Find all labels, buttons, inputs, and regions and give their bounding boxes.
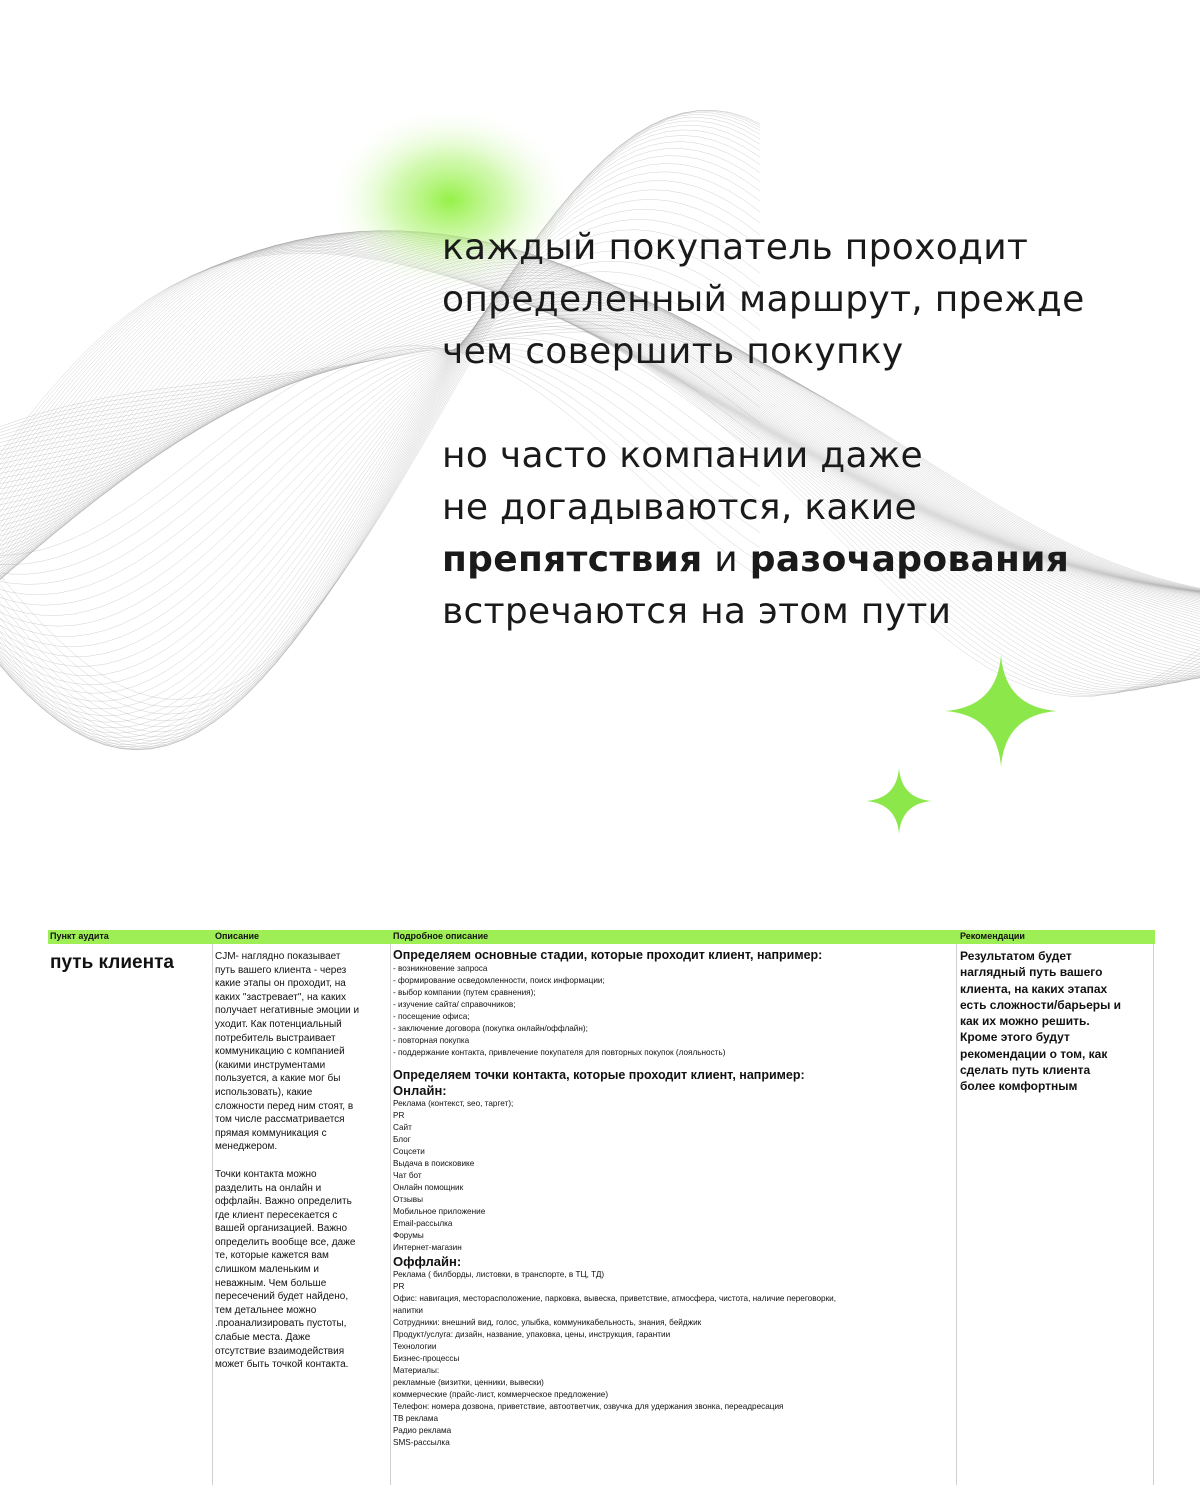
audit-recommendations (960, 948, 1155, 1095)
audit-table-header (48, 930, 1155, 944)
header-detailed-description: Подробное описание (393, 931, 489, 941)
offline-touchpoint: рекламные (визитки, ценники, вывески) (393, 1378, 544, 1387)
stage-item: - возникновение запроса (393, 964, 488, 973)
offline-touchpoint: напитки (393, 1306, 423, 1315)
headline (442, 222, 1142, 638)
stage-item: - изучение сайта/ справочников; (393, 1000, 516, 1009)
online-touchpoint: Чат бот (393, 1171, 422, 1180)
offline-touchpoint: Реклама ( билборды, листовки, в транспорте, в ТЦ, ТД) (393, 1270, 605, 1279)
online-touchpoint: Выдача в поисковике (393, 1159, 475, 1168)
description-line: разделить на онлайн и (215, 1182, 322, 1194)
description-line: отсутствие взаимодействия (215, 1345, 345, 1357)
description-line: какие этапы он проходит, на (215, 978, 346, 990)
offline-touchpoint: коммерческие (прайс-лист, коммерческое предложение) (393, 1390, 609, 1399)
offline-touchpoint: Технологии (393, 1342, 437, 1351)
stage-item: - формирование осведомленности, поиск информации; (393, 976, 605, 985)
description-line: использовать), какие (215, 1086, 313, 1098)
online-touchpoint: Email-рассылка (393, 1219, 453, 1228)
online-touchpoint: Интернет-магазин (393, 1243, 462, 1252)
stage-item: - выбор компании (путем сравнения); (393, 988, 536, 997)
description-line: том числе рассматривается (215, 1114, 345, 1126)
description-line: потребитель выстраивает (215, 1032, 336, 1044)
headline-line-7: встречаются на этом пути (442, 591, 952, 632)
highlight-obstacles: препятствия (442, 539, 703, 580)
headline-line-3: чем совершить покупку (442, 331, 904, 372)
description-line: определить вообще все, даже (215, 1236, 356, 1248)
recommendation-line: Результатом будет (960, 949, 1072, 963)
description-line: получает негативные эмоции и (215, 1005, 360, 1017)
description-line: те, которые кажется вам (215, 1250, 329, 1262)
online-touchpoint: Онлайн помощник (393, 1183, 464, 1192)
description-line: сложности перед ним стоят, в (215, 1100, 354, 1112)
headline-line-4: но часто компании даже (442, 435, 923, 476)
audit-detailed-description (393, 948, 953, 1449)
stages-title: Определяем основные стадии, которые проходит клиент, например: (393, 948, 823, 962)
offline-touchpoint: Офис: навигация, месторасположение, парковка, вывеска, приветствие, атмосфера, чистота, наличие переговорки, (393, 1294, 837, 1303)
description-line: вашей организацией. Важно (215, 1223, 348, 1235)
recommendation-line: рекомендации о том, как (960, 1046, 1108, 1061)
description-line: может быть точкой контакта. (215, 1359, 349, 1371)
stage-item: - повторная покупка (393, 1036, 470, 1045)
offline-touchpoint: Продукт/услуга: дизайн, название, упаковка, цены, инструкция, гарантии (393, 1330, 671, 1339)
online-touchpoint: Блог (393, 1135, 411, 1144)
description-line: путь вашего клиента - через (215, 964, 347, 976)
audit-item-name: путь клиента (50, 952, 174, 973)
headline-line-2: определенный маршрут, прежде (442, 279, 1085, 320)
touchpoints-title: Определяем точки контакта, которые проходит клиент, например: (393, 1068, 805, 1082)
description-line: каких "застревает", на каких (215, 991, 346, 1003)
online-touchpoint: Мобильное приложение (393, 1207, 486, 1216)
description-line: неважным. Чем больше (215, 1277, 327, 1289)
offline-touchpoint: Материалы: (393, 1366, 440, 1375)
description-line: .проанализировать пустоты, (215, 1318, 347, 1330)
online-touchpoint: Отзывы (393, 1195, 423, 1204)
header-description: Описание (215, 931, 260, 941)
online-title: Онлайн: (393, 1083, 447, 1098)
online-touchpoint: Соцсети (393, 1147, 425, 1156)
audit-table (48, 930, 1155, 1485)
online-touchpoint: Реклама (контекст, seo, таргет); (393, 1099, 514, 1108)
offline-touchpoint: Сотрудники: внешний вид, голос, улыбка, коммуникабельность, знания, бейджик (393, 1318, 702, 1327)
online-touchpoint: Сайт (393, 1123, 412, 1132)
offline-touchpoint: Радио реклама (393, 1426, 452, 1435)
offline-touchpoint: PR (393, 1282, 405, 1291)
headline-line-1: каждый покупатель проходит (442, 227, 1029, 268)
description-line: пересечений будет найдено, (215, 1291, 349, 1303)
recommendation-line: сделать путь клиента (960, 1063, 1091, 1078)
description-line: (какими инструментами (215, 1059, 326, 1071)
offline-touchpoint: ТВ реклама (393, 1414, 439, 1423)
headline-line-6: препятствия и разочарования (442, 539, 1070, 580)
description-line: менеджером. (215, 1141, 278, 1153)
description-line: оффлайн. Важно определить (215, 1196, 352, 1208)
sparkle-large-icon (945, 655, 1057, 767)
recommendation-line: клиента, на каких этапах (960, 981, 1108, 996)
description-line: тем детальнее можно (215, 1304, 317, 1316)
online-touchpoint: PR (393, 1111, 405, 1120)
offline-touchpoint: Бизнес-процессы (393, 1354, 460, 1363)
stage-item: - заключение договора (покупка онлайн/оффлайн); (393, 1024, 588, 1033)
recommendation-line: наглядный путь вашего (960, 965, 1103, 980)
description-line: слишком маленьким и (215, 1264, 319, 1276)
offline-title: Оффлайн: (393, 1254, 462, 1269)
sparkle-small-icon (866, 768, 932, 834)
offline-touchpoint: Телефон: номера дозвона, приветствие, автоответчик, озвучка для удержания звонка, переадресация (393, 1402, 784, 1411)
audit-description (215, 950, 391, 1372)
highlight-disappointments: разочарования (749, 539, 1070, 580)
description-line: пользуется, а какие мог бы (215, 1073, 341, 1085)
description-line: Точки контакта можно (215, 1168, 317, 1180)
description-line: прямая коммуникация с (215, 1127, 327, 1139)
offline-touchpoint: SMS-рассылка (393, 1438, 450, 1447)
description-line: коммуникацию с компанией (215, 1046, 345, 1058)
online-touchpoint: Форумы (393, 1231, 424, 1240)
recommendation-line: как их можно решить. (960, 1014, 1090, 1029)
header-recommendations: Рекомендации (960, 931, 1025, 941)
header-audit-item: Пункт аудита (50, 931, 109, 941)
description-line: уходит. Как потенциальный (215, 1018, 342, 1030)
recommendation-line: более комфортным (960, 1079, 1078, 1094)
stage-item: - посещение офиса; (393, 1012, 470, 1021)
recommendation-line: Кроме этого будут (960, 1030, 1070, 1045)
recommendation-line: есть сложности/барьеры и (960, 997, 1122, 1012)
description-line: CJM- наглядно показывает (215, 951, 341, 962)
description-line: где клиент пересекается с (215, 1209, 338, 1221)
stage-item: - поддержание контакта, привлечение покупателя для повторных покупок (лояльность) (393, 1048, 726, 1057)
headline-line-5: не догадываются, какие (442, 487, 917, 528)
description-line: слабые места. Даже (215, 1332, 311, 1344)
